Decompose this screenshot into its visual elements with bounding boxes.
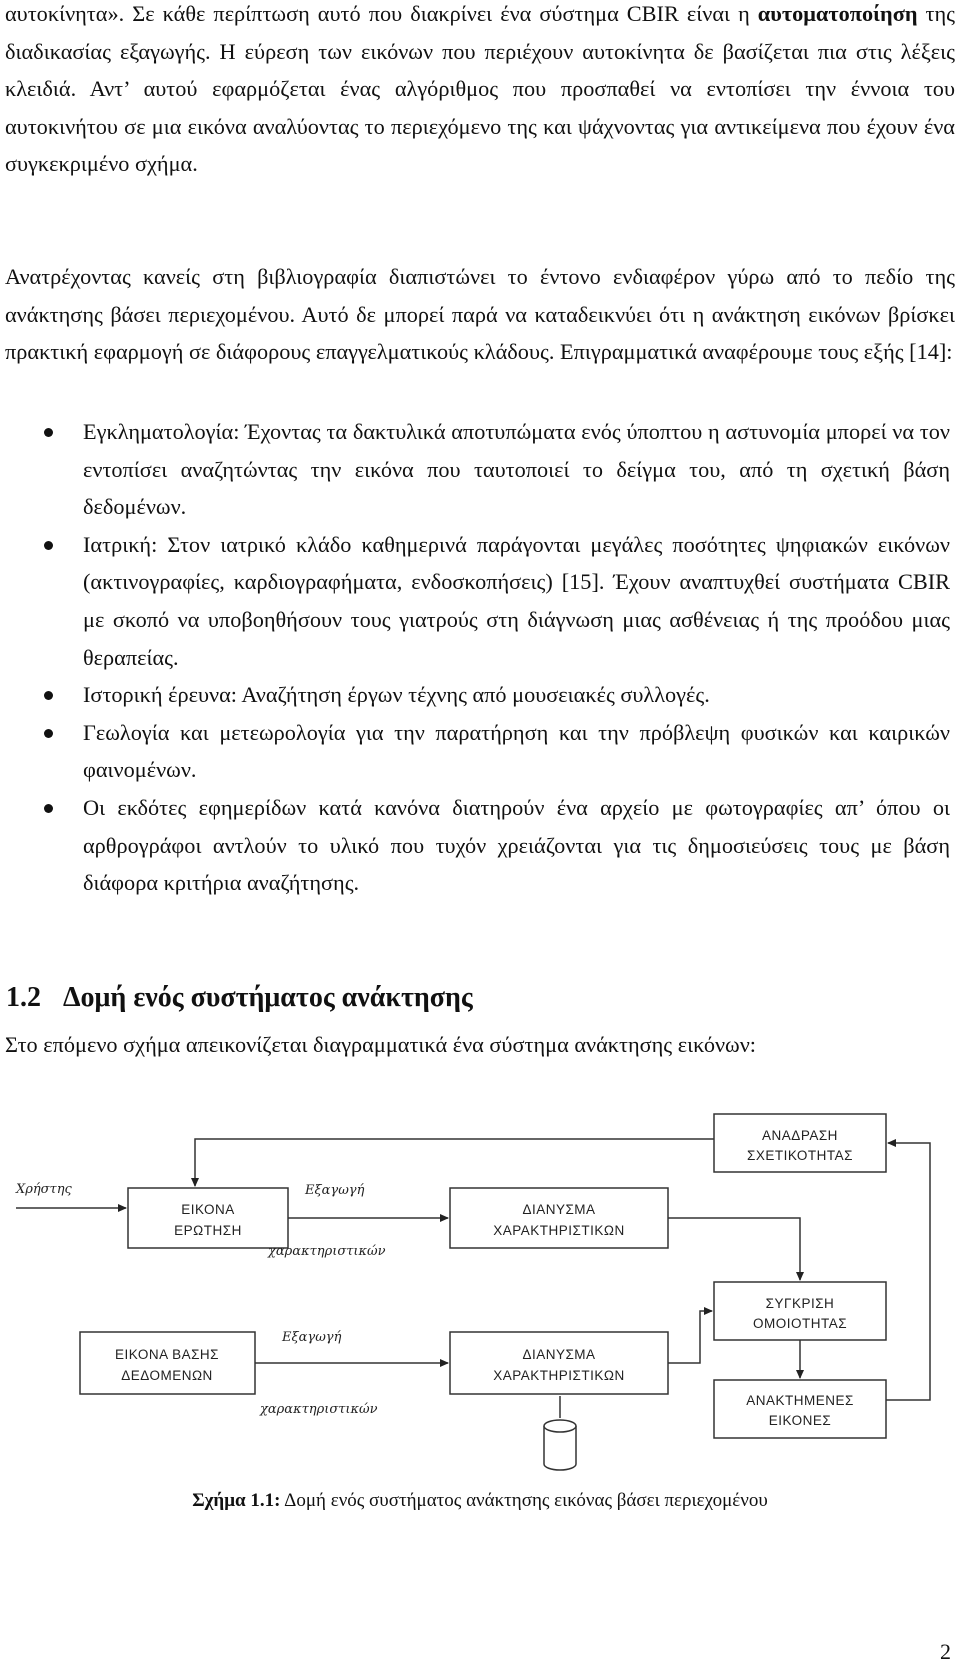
vector-1-to-similarity-arrow [668,1218,800,1280]
feature-vector-2-line2: ΧΑΡΑΚΤΗΡΙΣΤΙΚΩΝ [493,1368,625,1383]
feature-vector-1-line2: ΧΑΡΑΚΤΗΡΙΣΤΙΚΩΝ [493,1223,625,1238]
feature-vector-2-box [450,1332,668,1394]
list-item [0,789,950,902]
page-number: 2 [940,1639,951,1664]
retrieval-system-diagram [0,1100,960,1480]
section-heading [6,982,473,1014]
extraction-2-line1: Εξαγωγή [282,1330,342,1345]
db-image-line2: ΔΕΔΟΜΕΝΩΝ [121,1368,213,1383]
caption-label: Σχήμα 1.1: [192,1490,281,1511]
extraction-2-line2: χαρακτηριστικών [260,1402,378,1417]
list-item-text: Οι εκδότες εφημερίδων κατά κανόνα διατηρούν ένα αρχείο με φωτογραφίες απ’ όπου οι αρθρογράφοι αντλούν το υλικό που τυχόν χρειάζονται για τις δημοσιεύσεις τους με βάση διάφορα κριτήρια αναζήτησης. [83,794,950,896]
feedback-box-line2: ΣΧΕΤΙΚΟΤΗΤΑΣ [746,1148,854,1163]
db-image-box [80,1332,255,1394]
paragraph1-text-a: αυτοκίνητα». Σε κάθε περίπτωση αυτό που διακρίνει ένα σύστημα CBIR είναι η [5,1,758,26]
similarity-line1: ΣΥΓΚΡΙΣΗ [765,1296,835,1311]
caption-text: Δομή ενός συστήματος ανάκτησης εικόνας βάσει περιεχομένου [280,1490,768,1511]
figure-intro: Στο επόμενο σχήμα απεικονίζεται διαγραμματικά ένα σύστημα ανάκτησης εικόνων: [5,1032,756,1057]
feedback-arrow [195,1139,714,1186]
query-image-line2: ΕΡΩΤΗΣΗ [174,1223,242,1238]
list-item [0,676,950,714]
list-item-text: Ιατρική: Στον ιατρικό κλάδο καθημερινά παράγονται μεγάλες ποσότητες ψηφιακών εικόνων (ακτινογραφίες, καρδιογραφήματα, ενδοσκοπήσεις) [15]. Έχουν αναπτυχθεί συστήματα CBIR με σκοπό να υποβοηθήσουν τους γιατρούς στη διάγνωση μιας ασθένειας ή της προόδου μιας θεραπείας. [83,531,950,670]
diagram-svg [0,1100,960,1480]
bullet-icon [44,729,53,738]
retrieved-line2: ΕΙΚΟΝΕΣ [768,1413,832,1428]
list-item [0,413,950,526]
list-item [0,526,950,676]
feedback-box [714,1114,886,1172]
feedback-box-line1: ΑΝΑΔΡΑΣΗ [762,1128,838,1143]
retrieved-line1: ΑΝΑΚΤΗΜΕΝΕΣ [746,1393,854,1408]
applications-list [0,413,960,902]
retrieved-images-box [714,1380,886,1438]
similarity-box [714,1282,886,1340]
bullet-icon [44,541,53,550]
paragraph-cbir-automation [5,0,955,183]
feature-vector-1-line1: ΔΙΑΝΥΣΜΑ [522,1202,596,1217]
list-item-text: Εγκληματολογία: Έχοντας τα δακτυλικά αποτυπώματα ενός ύποπτου η αστυνομία μπορεί να τον εντοπίσει αναζητώντας την εικόνα που ταυτοποιεί το δείγμα του, από τη σχετική βάση δεδομένων. [83,419,950,520]
feature-vector-2-line1: ΔΙΑΝΥΣΜΑ [522,1347,596,1362]
list-item-text: Ιστορική έρευνα: Αναζήτηση έργων τέχνης από μουσειακές συλλογές. [83,682,710,708]
vector-2-to-similarity-arrow [668,1311,712,1363]
retrieved-to-feedback-arrow [886,1143,930,1400]
paragraph-applications: Ανατρέχοντας κανείς στη βιβλιογραφία διαπιστώνει το έντονο ενδιαφέρον γύρω από το πεδίο της ανάκτησης βάσει περιεχομένου. Αυτό δε μπορεί παρά να καταδεικνύει ότι η ανάκτηση εικόνων βρίσκει πρακτική εφαρμογή σε διάφορους επαγγελματικούς κλάδους. Επιγραμματικά αναφέρουμε τους εξής [14]: [5,264,955,365]
extraction-1-line1: Εξαγωγή [305,1183,365,1198]
bullet-icon [44,428,53,437]
feature-vector-1-box [450,1188,668,1248]
extraction-1-line2: χαρακτηριστικών [268,1244,386,1259]
bullet-icon [44,804,53,813]
bullet-icon [44,691,53,700]
list-item-text: Γεωλογία και μετεωρολογία για την παρατήρηση και την πρόβλεψη φυσικών και καιρικών φαινομένων. [83,719,950,783]
database-icon [544,1420,576,1470]
db-image-line1: ΕΙΚΟΝΑ ΒΑΣΗΣ [114,1347,220,1362]
paragraph1-bold-term: αυτοματοποίηση [757,1,918,26]
section-number: 1.2 [6,982,41,1013]
list-item [0,714,950,789]
query-image-box [128,1188,288,1248]
paragraph1-text-b: της διαδικασίας εξαγωγής. Η εύρεση των εικόνων που περιέχουν αυτοκίνητα δε βασίζεται πια στις λέξεις κλειδιά. Αντ’ αυτού εφαρμόζεται ένας αλγόριθμος που προσπαθεί να εντοπίσει την έννοια του αυτοκινήτου σε μια εικόνα αναλύοντας το περιεχόμενο της και ψάχνοντας για αντικείμενα που έχουν ένα συγκεκριμένο σχήμα. [5,1,955,177]
similarity-line2: ΟΜΟΙΟΤΗΤΑΣ [752,1316,848,1331]
figure-caption [0,1490,960,1512]
section-title: Δομή ενός συστήματος ανάκτησης [63,982,473,1013]
query-image-line1: ΕΙΚΟΝΑ [181,1202,235,1217]
user-label: Χρήστης [16,1182,72,1197]
